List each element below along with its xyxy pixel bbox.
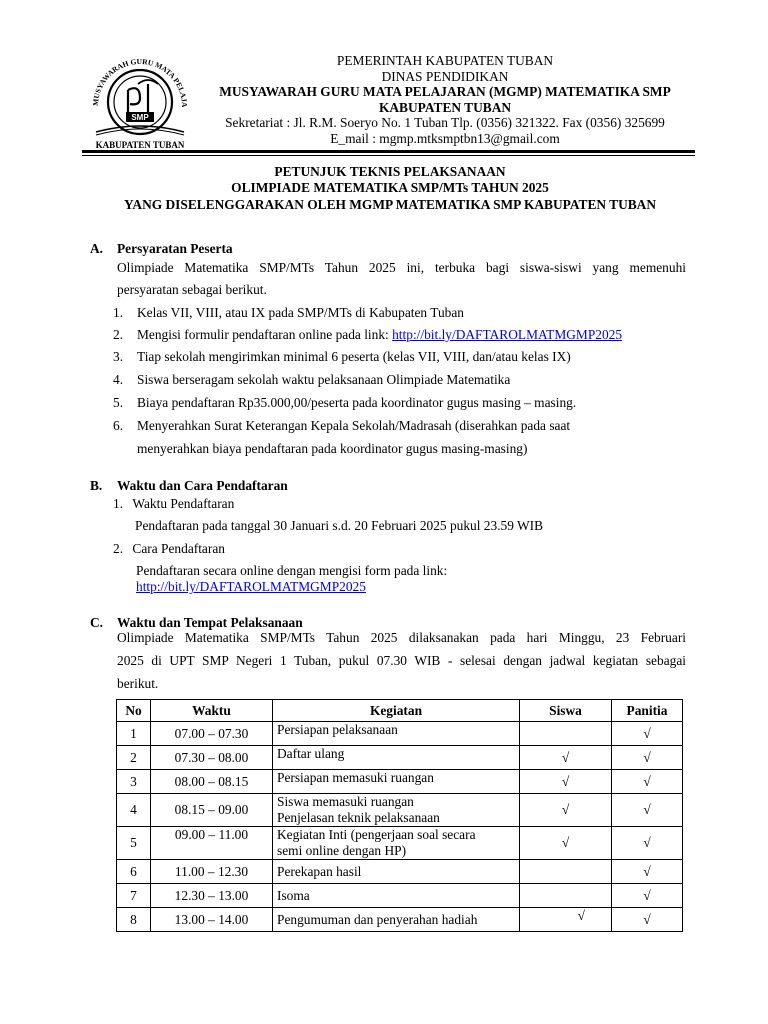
cell-kegiatan: Persiapan memasuki ruangan	[273, 770, 520, 794]
list-item-text	[137, 327, 622, 343]
cell-kegiatan	[273, 827, 520, 860]
registration-link[interactable]: http://bit.ly/DAFTAROLMATMGMP2025	[136, 579, 366, 594]
list-item-number: 6.	[113, 418, 124, 433]
section-c-para-1: Olimpiade Matematika SMP/MTs Tahun 2025 dilaksanakan pada hari Minggu, 23 Februari	[117, 630, 686, 645]
title-line-2: OLIMPIADE MATEMATIKA SMP/MTs TAHUN 2025	[231, 180, 549, 196]
document-title	[60, 164, 720, 213]
cell-panitia: √	[612, 746, 683, 770]
cell-panitia: √	[612, 794, 683, 827]
cell-siswa: √	[520, 746, 612, 770]
letterhead-email: E_mail : mgmp.mtksmptbn13@gmail.com	[330, 130, 560, 146]
registration-method-text: Pendaftaran secara online dengan mengisi form pada link:	[136, 563, 448, 578]
cell-no: 8	[117, 908, 151, 932]
cell-kegiatan: Pengumuman dan penyerahan hadiah	[273, 908, 520, 932]
table-row	[117, 884, 683, 908]
section-b-title: Waktu dan Cara Pendaftaran	[117, 478, 288, 493]
table-row	[117, 860, 683, 884]
letterhead-rule-thin	[82, 155, 695, 156]
table-header-row	[117, 700, 683, 722]
letterhead-office: DINAS PENDIDIKAN	[381, 68, 509, 84]
cell-waktu: 13.00 – 14.00	[151, 908, 273, 932]
cell-panitia: √	[612, 827, 683, 860]
section-b-sub-1	[113, 496, 234, 512]
list-item-text: Siswa berseragam sekolah waktu pelaksanaan Olimpiade Matematika	[137, 372, 511, 387]
logo-bottom-text: KABUPATEN TUBAN	[95, 140, 185, 150]
cell-panitia: √	[612, 908, 683, 932]
cell-kegiatan: Daftar ulang	[273, 746, 520, 770]
list-item-number: 3.	[113, 349, 124, 364]
cell-kegiatan-line-1: Kegiatan Inti (pengerjaan soal secara	[277, 827, 476, 842]
cell-siswa	[520, 860, 612, 884]
letterhead-rule-thick	[82, 150, 695, 153]
header-kegiatan: Kegiatan	[273, 700, 520, 722]
list-item-text: Biaya pendaftaran Rp35.000,00/peserta pada koordinator gugus masing – masing.	[137, 395, 577, 410]
section-c-title: Waktu dan Tempat Pelaksanaan	[117, 615, 303, 630]
title-line-3: YANG DISELENGGARAKAN OLEH MGMP MATEMATIKA SMP KABUPATEN TUBAN	[123, 196, 657, 212]
section-b-letter: B.	[90, 478, 103, 493]
cell-no: 2	[117, 746, 151, 770]
cell-siswa	[520, 722, 612, 746]
cell-waktu: 08.00 – 08.15	[151, 770, 273, 794]
cell-kegiatan: Persiapan pelaksanaan	[273, 722, 520, 746]
list-item-text: Menyerahkan Surat Keterangan Kepala Sekolah/Madrasah (diserahkan pada saat	[137, 418, 571, 433]
cell-kegiatan-line-2: semi online dengan HP)	[277, 843, 407, 858]
cell-waktu: 08.15 – 09.00	[151, 794, 273, 827]
list-item-number: 2.	[113, 327, 124, 342]
cell-no: 3	[117, 770, 151, 794]
letterhead-address: Sekretariat : Jl. R.M. Soeryo No. 1 Tuban Tlp. (0356) 321322. Fax (0356) 325699	[225, 115, 665, 131]
table-row	[117, 746, 683, 770]
section-c-para-3: berikut.	[117, 676, 159, 691]
cell-no: 6	[117, 860, 151, 884]
cell-waktu: 09.00 – 11.00	[151, 827, 273, 860]
sub-label: Cara Pendaftaran	[132, 541, 225, 556]
cell-no: 7	[117, 884, 151, 908]
section-a-intro-2: persyaratan sebagai berikut.	[117, 282, 267, 297]
table-row	[117, 770, 683, 794]
header-waktu: Waktu	[151, 700, 273, 722]
table-row	[117, 827, 683, 860]
letterhead-organization: MUSYAWARAH GURU MATA PELAJARAN (MGMP) MATEMATIKA SMP	[219, 84, 671, 100]
list-item-continuation: menyerahkan biaya pendaftaran pada koordinator gugus masing-masing)	[137, 441, 528, 456]
list-item-number: 5.	[113, 395, 124, 410]
cell-panitia: √	[612, 722, 683, 746]
cell-kegiatan	[273, 794, 520, 827]
cell-panitia: √	[612, 884, 683, 908]
cell-siswa: √	[520, 908, 612, 932]
list-item-text: Kelas VII, VIII, atau IX pada SMP/MTs di Kabupaten Tuban	[137, 305, 464, 320]
cell-kegiatan: Perekapan hasil	[273, 860, 520, 884]
cell-siswa: √	[520, 794, 612, 827]
letterhead	[200, 53, 690, 147]
header-siswa: Siswa	[520, 700, 612, 722]
cell-waktu: 07.00 – 07.30	[151, 722, 273, 746]
table-row	[117, 722, 683, 746]
section-a-letter: A.	[90, 241, 104, 256]
cell-panitia: √	[612, 770, 683, 794]
cell-siswa: √	[520, 827, 612, 860]
cell-kegiatan-line-1: Siswa memasuki ruangan	[277, 794, 414, 809]
section-a-intro-1: Olimpiade Matematika SMP/MTs Tahun 2025 ini, terbuka bagi siswa-siswi yang memenuhi	[117, 260, 686, 275]
registration-date-text: Pendaftaran pada tanggal 30 Januari s.d. 20 Februari 2025 pukul 23.59 WIB	[135, 518, 544, 533]
cell-panitia: √	[612, 860, 683, 884]
cell-siswa	[520, 884, 612, 908]
cell-waktu: 12.30 – 13.00	[151, 884, 273, 908]
sub-number: 1.	[113, 496, 124, 511]
section-c-letter: C.	[90, 615, 104, 630]
schedule-table	[116, 699, 683, 932]
cell-kegiatan-line-2: Penjelasan teknik pelaksanaan	[277, 810, 440, 825]
list-item-number: 4.	[113, 372, 124, 387]
header-panitia: Panitia	[612, 700, 683, 722]
sub-number: 2.	[113, 541, 124, 556]
cell-waktu: 07.30 – 08.00	[151, 746, 273, 770]
logo-center-text: SMP	[131, 113, 149, 122]
sub-label: Waktu Pendaftaran	[132, 496, 235, 511]
list-item-text: Tiap sekolah mengirimkan minimal 6 peserta (kelas VII, VIII, dan/atau kelas IX)	[137, 349, 571, 364]
registration-link[interactable]: http://bit.ly/DAFTAROLMATMGMP2025	[392, 327, 623, 342]
title-line-1: PETUNJUK TEKNIS PELAKSANAAN	[274, 164, 506, 179]
cell-no: 1	[117, 722, 151, 746]
list-item-number: 1.	[113, 305, 124, 320]
section-b-sub-2	[113, 541, 225, 557]
table-row	[117, 794, 683, 827]
cell-no: 4	[117, 794, 151, 827]
section-c-para-2: 2025 di UPT SMP Negeri 1 Tuban, pukul 07.30 WIB - selesai dengan jadwal kegiatan sebagai	[117, 653, 686, 668]
letterhead-regency: KABUPATEN TUBAN	[378, 99, 512, 115]
mgmp-logo	[88, 54, 192, 152]
list-item-text-part: Mengisi formulir pendaftaran online pada link:	[137, 327, 393, 342]
table-row	[117, 908, 683, 932]
section-a-title: Persyaratan Peserta	[117, 241, 233, 256]
cell-kegiatan: Isoma	[273, 884, 520, 908]
header-no: No	[117, 700, 151, 722]
letterhead-government: PEMERINTAH KABUPATEN TUBAN	[336, 53, 554, 68]
cell-waktu: 11.00 – 12.30	[151, 860, 273, 884]
cell-no: 5	[117, 827, 151, 860]
cell-siswa: √	[520, 770, 612, 794]
logo-arc-text: MUSYAWARAH GURU MATA PELAJA	[90, 56, 190, 108]
